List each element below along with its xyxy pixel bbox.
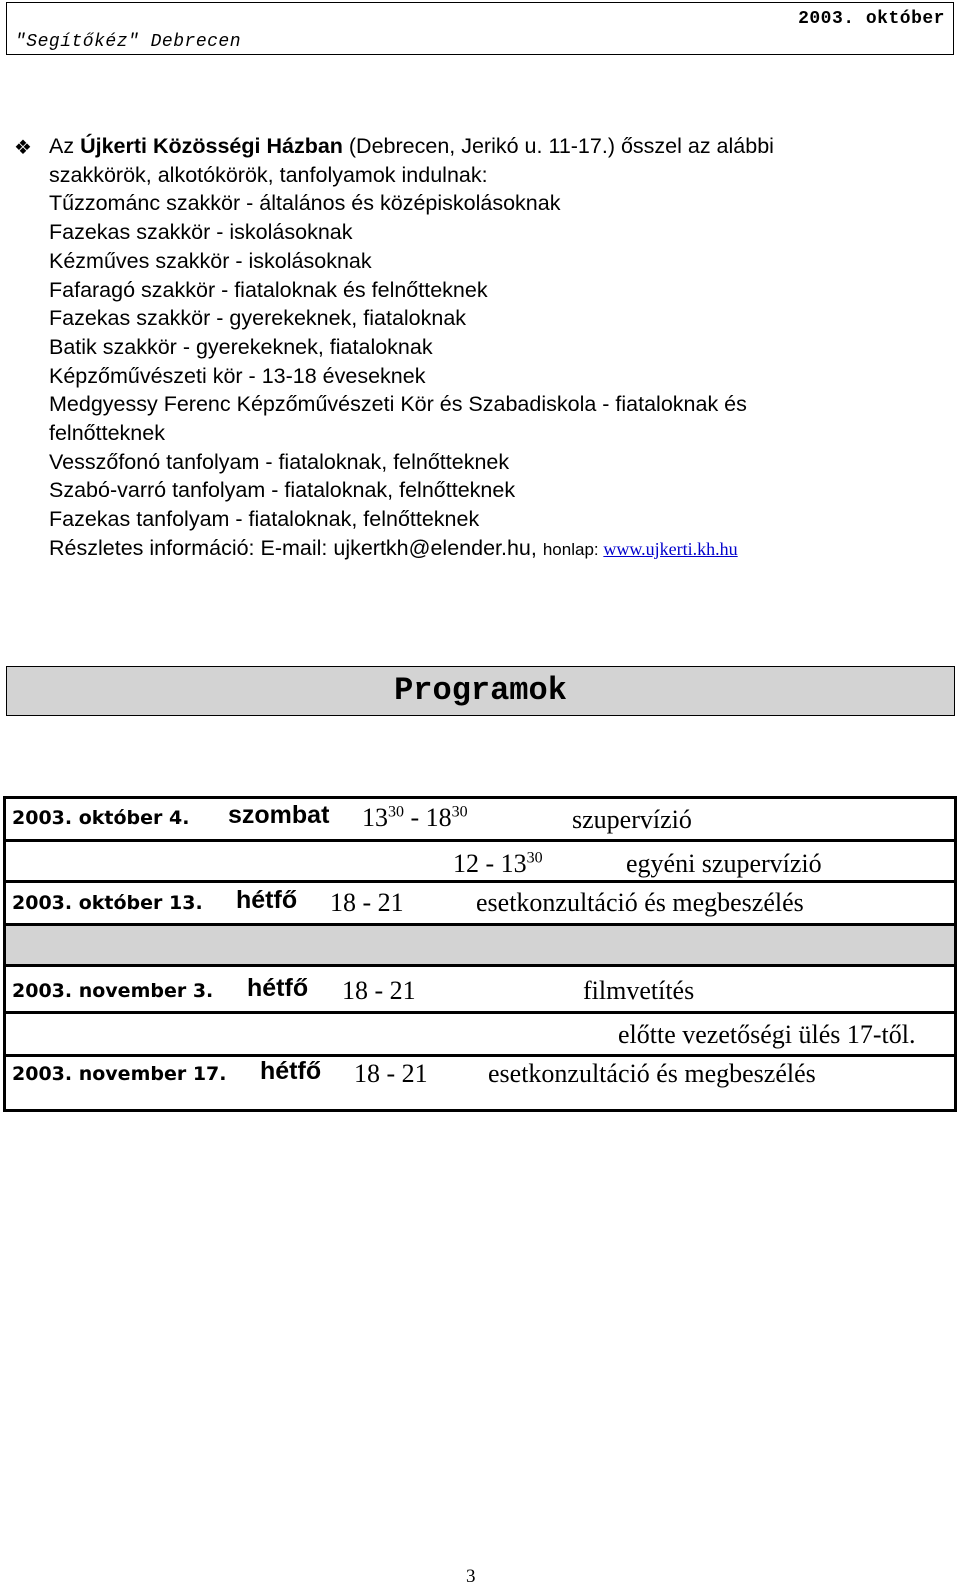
intro-line-1: Az Újkerti Közösségi Házban (Debrecen, Jerikó u. 11-17.) ősszel az alábbi	[49, 134, 774, 158]
list-item: Fazekas szakkör - iskolásoknak	[49, 220, 353, 245]
list-item: Képzőművészeti kör - 13-18 éveseknek	[49, 363, 426, 388]
table-row	[6, 883, 954, 926]
event-activity: esetkonzultáció és megbeszélés	[488, 1059, 816, 1088]
list-item: Fazekas szakkör - gyerekeknek, fiataloknak	[49, 306, 467, 331]
event-day: hétfő	[236, 886, 298, 914]
event-time: 18 - 21	[330, 888, 404, 917]
intro-line-2: szakkörök, alkotókörök, tanfolyamok indulnak:	[49, 162, 488, 187]
table-row	[6, 1014, 954, 1057]
venue-name: Újkerti Közösségi Házban	[80, 134, 343, 158]
table-row	[6, 799, 954, 842]
intro-section	[14, 132, 954, 565]
homepage-link[interactable]: www.ujkerti.kh.hu	[603, 538, 738, 559]
event-activity: szupervízió	[572, 805, 692, 834]
list-item: Kézműves szakkör - iskolásoknak	[49, 248, 372, 273]
list-item: Fafaragó szakkör - fiataloknak és felnőtteknek	[49, 277, 488, 302]
table-row-empty	[6, 926, 954, 967]
event-activity: filmvetítés	[583, 976, 695, 1005]
table-row	[6, 1057, 954, 1109]
event-date: 2003. november 3.	[12, 980, 214, 1002]
event-date: 2003. október 13.	[12, 892, 203, 914]
list-item: Fazekas tanfolyam - fiataloknak, felnőtteknek	[49, 507, 480, 532]
contact-info: Részletes információ: E-mail: ujkertkh@elender.hu, honlap: www.ujkerti.kh.hu	[49, 535, 738, 560]
event-date: 2003. október 4.	[12, 807, 190, 829]
diamond-bullet-icon: ❖	[14, 137, 32, 159]
table-row	[6, 842, 954, 883]
event-day: szombat	[228, 801, 330, 829]
event-activity: esetkonzultáció és megbeszélés	[476, 888, 804, 917]
programs-title: Programok	[394, 672, 567, 709]
event-time: 18 - 21	[354, 1059, 428, 1088]
header-date: 2003. október	[798, 9, 945, 29]
event-time: $13^{30} - 18^{30}$	[362, 803, 468, 832]
schedule-table	[3, 796, 957, 1112]
event-note: előtte vezetőségi ülés 17-től.	[618, 1020, 916, 1049]
page-header	[6, 2, 954, 55]
list-item: Szabó-varró tanfolyam - fiataloknak, felnőtteknek	[49, 478, 516, 503]
event-day: hétfő	[247, 974, 309, 1002]
event-date: 2003. november 17.	[12, 1063, 227, 1085]
list-item: Medgyessy Ferenc Képzőművészeti Kör és Szabadiskola - fiataloknak és	[49, 392, 747, 417]
table-row	[6, 967, 954, 1014]
event-activity: egyéni szupervízió	[626, 849, 822, 878]
event-time: 18 - 21	[342, 976, 416, 1005]
list-item: Tűzzománc szakkör - általános és középiskolásoknak	[49, 191, 561, 216]
header-organization: "Segítőkéz" Debrecen	[15, 32, 242, 52]
event-time: $12 - 13^{30}$	[453, 849, 543, 878]
list-item: Vesszőfonó tanfolyam - fiataloknak, felnőtteknek	[49, 449, 510, 474]
event-day: hétfő	[260, 1057, 322, 1085]
programs-heading-box	[6, 666, 955, 716]
page-number: 3	[466, 1566, 476, 1587]
list-item: Batik szakkör - gyerekeknek, fiataloknak	[49, 334, 433, 359]
list-item: felnőtteknek	[49, 421, 165, 446]
